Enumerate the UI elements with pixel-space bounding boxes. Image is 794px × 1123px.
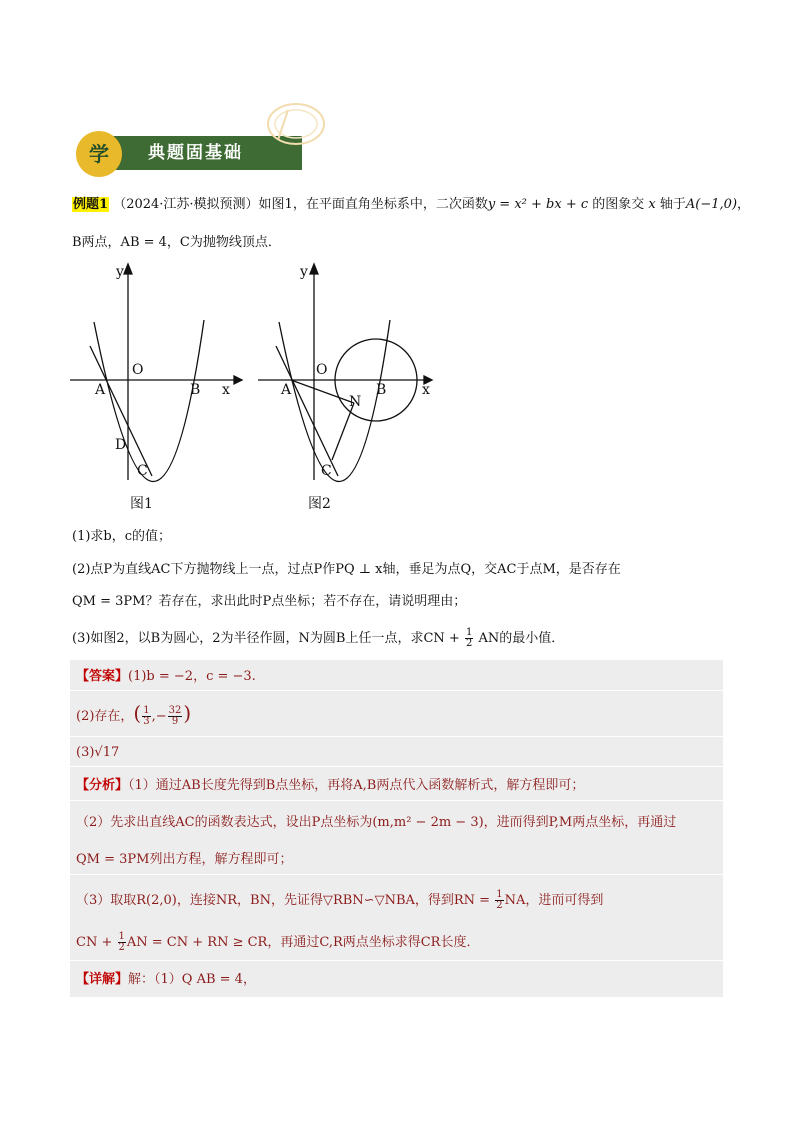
function-expr: y = x² + bx + c [487,197,589,212]
decorative-seal-icon [258,100,328,150]
analysis-3b: CN + $\frac{1}{2}$ AN = CN + RN ≥ CR，再通过C,R两点坐标求得CR长度． [76,931,480,953]
fig1-o-label: O [132,362,144,378]
figure-2 [258,264,432,482]
question-1: (1)求b，c的值； [72,529,172,544]
answer-1: 【答案】(1)b = −2，c = −3. [76,669,256,684]
problem-line-1: 例题1 （2024·江苏·模拟预测）如图1，在平面直角坐标系中，二次函数y = x² + bx + c 的图象交 x 轴于A(−1,0)， [73,197,751,212]
question-3 [72,628,564,649]
fig2-y-label: y [300,264,308,280]
section-title: 典题固基础 [112,136,302,170]
question-2b: QM = 3PM？若存在，求出此时P点坐标；若不存在，请说明理由； [72,594,467,609]
fig2-b-label: B [376,382,387,398]
fig1-caption: 图1 [130,496,153,512]
question-2a: (2)点P为直线AC下方抛物线上一点，过点P作PQ ⊥ x轴，垂足为点Q，交AC于点M，是否存在 [72,562,621,577]
fig1-d-label: D [115,437,127,453]
fig1-y-label: y [116,264,124,280]
problem-text: 的图象交 [592,197,645,212]
detail-line: 【详解】解：（1）Q AB = 4， [76,972,256,987]
problem-text: 如图1，在平面直角坐标系中，二次函数 [258,197,488,212]
fig1-b-label: B [190,382,201,398]
answer-panel [70,660,723,997]
analysis-2a: （2）先求出直线AC的函数表达式，设出P点坐标为(m,m² − 2m − 3)，进而得到P,M两点坐标，再通过 [76,815,677,830]
fig1-x-label: x [222,382,230,398]
problem-text: 轴于 [659,197,686,212]
question-3-text: AN的最小值． [478,631,565,646]
analysis-1: 【分析】（1）通过AB长度先得到B点坐标，再将A,B两点代入函数解析式，解方程即可； [76,778,585,793]
axis-var: x [648,197,656,212]
answer-3: (3)√17 [76,745,120,760]
problem-line-2: B两点，AB = 4，C为抛物线顶点． [72,235,281,250]
fig1-a-label: A [95,382,106,398]
fig2-a-label: A [281,382,292,398]
problem-source: （2024·江苏·模拟预测） [113,197,259,212]
figure-1 [70,264,242,482]
fig1-c-label: C [137,463,148,479]
badge-circle: 学 [76,131,122,177]
fig2-o-label: O [316,362,328,378]
point-a: A(−1,0) [685,197,738,212]
fig2-n-label: N [349,394,362,410]
fig2-caption: 图2 [308,496,331,512]
answer-2: (2)存在，( $\frac{1}{3}$ ,− $\frac{32}{9}$ ) [76,701,192,727]
fig2-x-label: x [422,382,430,398]
fraction: $\frac{1}{2}$ [465,627,473,649]
problem-tag: 例题1 [73,197,109,212]
question-3-text: (3)如图2，以B为圆心，2为半径作圆，N为圆B上任一点，求CN + [72,631,460,646]
analysis-3a: （3）取取R(2,0)，连接NR，BN，先证得▽RBN∽▽NBA，得到RN = $\frac{1}{2}$ NA，进而可得到 [76,889,604,911]
fig2-c-label: C [321,463,332,479]
analysis-2b: QM = 3PM列出方程，解方程即可； [76,852,293,867]
